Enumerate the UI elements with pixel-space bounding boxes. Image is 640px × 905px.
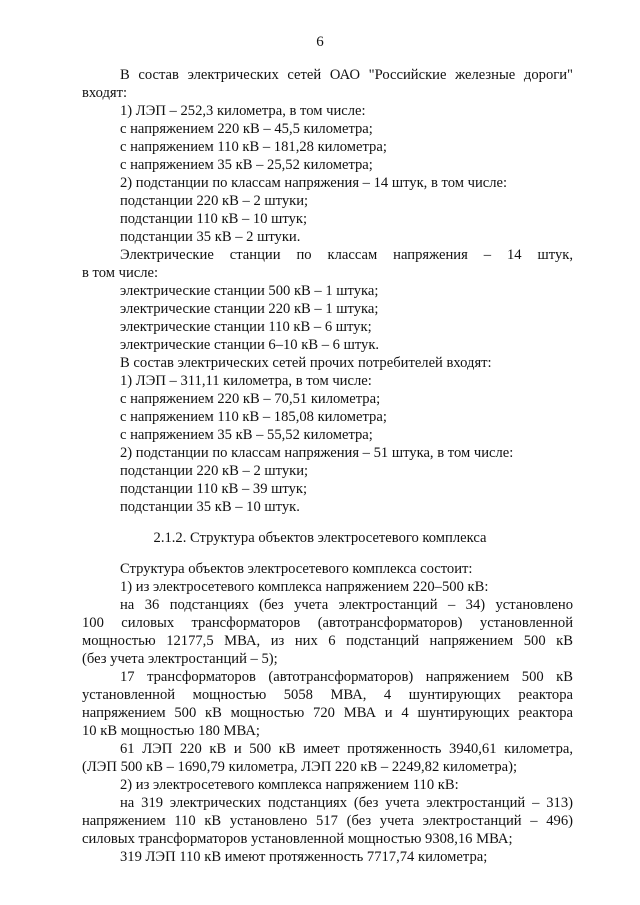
text-line: 61 ЛЭП 220 кВ и 500 кВ имеет протяженность 3940,61 километра, <box>120 741 573 757</box>
text-line: электрические станции 500 кВ – 1 штука; <box>120 283 379 299</box>
text-line: Структура объектов электросетевого комплекса состоит: <box>120 561 473 577</box>
text-line: 100 силовых трансформаторов (автотрансформаторов) установленной <box>82 615 573 631</box>
text-line: в том числе: <box>82 265 159 281</box>
text-line: 1) из электросетевого комплекса напряжением 220–500 кВ: <box>120 579 489 595</box>
text-line: 2) подстанции по классам напряжения – 14 штук, в том числе: <box>120 175 508 191</box>
text-line: В состав электрических сетей прочих потребителей входят: <box>120 355 492 371</box>
text-line: подстанции 220 кВ – 2 штуки; <box>120 193 309 209</box>
text-line: электрические станции 6–10 кВ – 6 штук. <box>120 337 380 353</box>
text-line: установленной мощностью 5058 МВА, 4 шунтирующих реактора <box>82 687 573 703</box>
text-line: 17 трансформаторов (автотрансформаторов) напряжением 500 кВ <box>120 669 573 685</box>
text-line: входят: <box>82 85 128 101</box>
text-line: подстанции 110 кВ – 39 штук; <box>120 481 308 497</box>
text-line: с напряжением 110 кВ – 185,08 километра; <box>120 409 387 425</box>
text-line: 10 кВ мощностью 180 МВА; <box>82 723 260 739</box>
section-heading: 2.1.2. Структура объектов электросетевого комплекса <box>153 530 487 546</box>
text-line: электрические станции 110 кВ – 6 штук; <box>120 319 372 335</box>
text-line: В состав электрических сетей ОАО "Российские железные дороги" <box>120 67 573 83</box>
text-line: электрические станции 220 кВ – 1 штука; <box>120 301 379 317</box>
text-line: (ЛЭП 500 кВ – 1690,79 километра, ЛЭП 220 кВ – 2249,82 километра); <box>82 759 518 775</box>
text-line: 1) ЛЭП – 252,3 километра, в том числе: <box>120 103 366 119</box>
text-line: на 36 подстанциях (без учета электростанций – 34) установлено <box>120 597 573 613</box>
text-line: с напряжением 35 кВ – 25,52 километра; <box>120 157 373 173</box>
text-line: с напряжением 35 кВ – 55,52 километра; <box>120 427 373 443</box>
text-line: напряжением 110 кВ установлено 517 (без учета электростанций – 496) <box>82 813 573 829</box>
text-line: на 319 электрических подстанциях (без учета электростанций – 313) <box>120 795 573 811</box>
text-line: (без учета электростанций – 5); <box>82 651 278 667</box>
text-line: с напряжением 220 кВ – 45,5 километра; <box>120 121 373 137</box>
page-number: 6 <box>316 34 324 50</box>
text-line: напряжением 500 кВ мощностью 720 МВА и 4 шунтирующих реактора <box>82 705 573 721</box>
text-line: подстанции 35 кВ – 2 штуки. <box>120 229 301 245</box>
text-line: 2) из электросетевого комплекса напряжением 110 кВ: <box>120 777 459 793</box>
text-line: с напряжением 220 кВ – 70,51 километра; <box>120 391 381 407</box>
text-line: Электрические станции по классам напряжения – 14 штук, <box>120 247 573 263</box>
text-line: 319 ЛЭП 110 кВ имеют протяженность 7717,74 километра; <box>120 849 488 865</box>
text-line: подстанции 35 кВ – 10 штук. <box>120 499 300 515</box>
text-line: 1) ЛЭП – 311,11 километра, в том числе: <box>120 373 372 389</box>
text-line: силовых трансформаторов установленной мощностью 9308,16 МВА; <box>82 831 513 847</box>
text-line: подстанции 110 кВ – 10 штук; <box>120 211 308 227</box>
text-line: с напряжением 110 кВ – 181,28 километра; <box>120 139 387 155</box>
text-line: мощностью 12177,5 МВА, из них 6 подстанций напряжением 500 кВ <box>82 633 573 649</box>
text-line: 2) подстанции по классам напряжения – 51 штука, в том числе: <box>120 445 514 461</box>
text-line: подстанции 220 кВ – 2 штуки; <box>120 463 309 479</box>
